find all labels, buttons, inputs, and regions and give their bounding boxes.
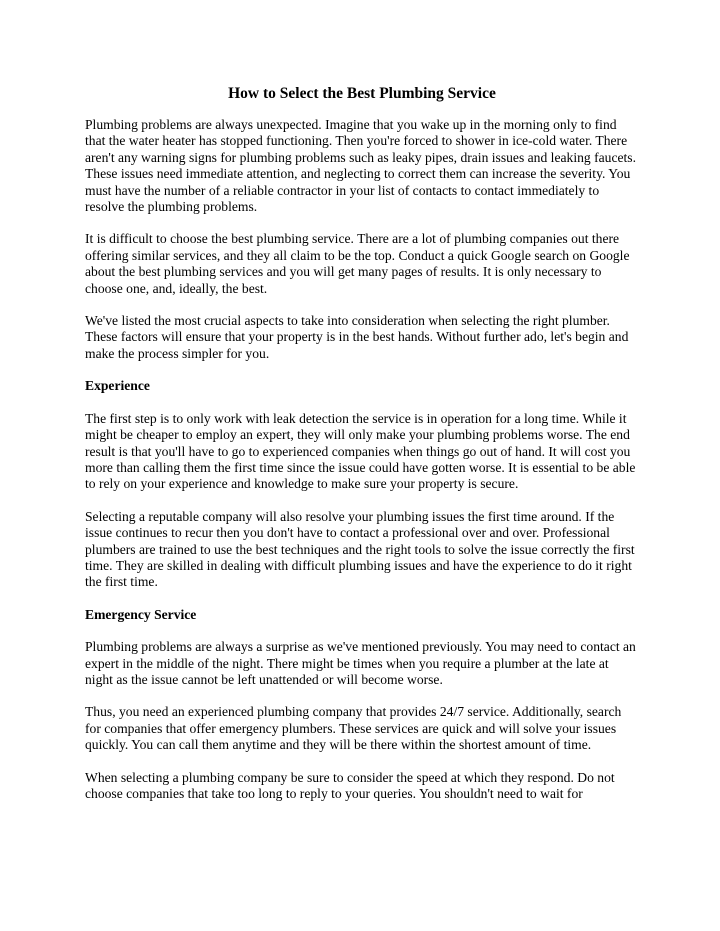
document-page [85,84,637,818]
paragraph-emergency-1: Plumbing problems are always a surprise as we've mentioned previously. You may need to contact an expert in the middle of the night. There might be times when you require a plumber at the late at night as the issue cannot be left unattended or will become worse. [85,639,636,687]
paragraph-aspects: We've listed the most crucial aspects to take into consideration when selecting the right plumber. These factors will ensure that your property is in the best hands. Without further ado, let's begin and make the process simpler for you. [85,313,629,361]
paragraph-experience-1: The first step is to only work with leak detection the service is in operation for a long time. While it might be cheaper to employ an expert, they will only make your plumbing problems worse. The end result is that you'll have to go to experienced companies when things go out of hand. It will cost you more than calling them the first time since the issue could have gotten worse. It is essential to be able to rely on your experience and knowledge to make sure your property is secure. [85,410,636,492]
paragraph-response-speed: When selecting a plumbing company be sure to consider the speed at which they respond. Do not choose companies that take too long to reply to your queries. You shouldn't need to wait for [85,769,615,801]
paragraph-emergency-2: Thus, you need an experienced plumbing company that provides 24/7 service. Additionally, search for companies that offer emergency plumbers. These services are quick and will solve your issues quickly. You can call them anytime and they will be there within the shortest amount of time. [85,704,622,753]
document-title: How to Select the Best Plumbing Service [228,85,496,102]
paragraph-choosing: It is difficult to choose the best plumbing service. There are a lot of plumbing companies out there offering similar services, and they all claim to be the top. Conduct a quick Google search on Google about the best plumbing services and you will get many pages of results. It is only necessary to choose one, and, ideally, the best. [85,231,630,296]
heading-emergency-service: Emergency Service [85,606,197,622]
paragraph-intro: Plumbing problems are always unexpected. Imagine that you wake up in the morning only to find that the water heater has stopped functioning. Then you're forced to shower in ice-cold water. There aren't any warning signs for plumbing problems such as leaky pipes, drain issues and leaking faucets. These issues need immediate attention, and neglecting to correct them can increase the severity. You must have the number of a reliable contractor in your list of contacts to contact immediately to resolve the plumbing problems. [85,117,636,215]
heading-experience: Experience [85,378,150,394]
paragraph-experience-2: Selecting a reputable company will also resolve your plumbing issues the first time around. If the issue continues to recur then you don't have to contact a professional over and over. Professional plumbers are trained to use the best techniques and the right tools to solve the issue correctly the first time. They are skilled in dealing with difficult plumbing issues and have the experience to do it right the first time. [85,508,635,590]
